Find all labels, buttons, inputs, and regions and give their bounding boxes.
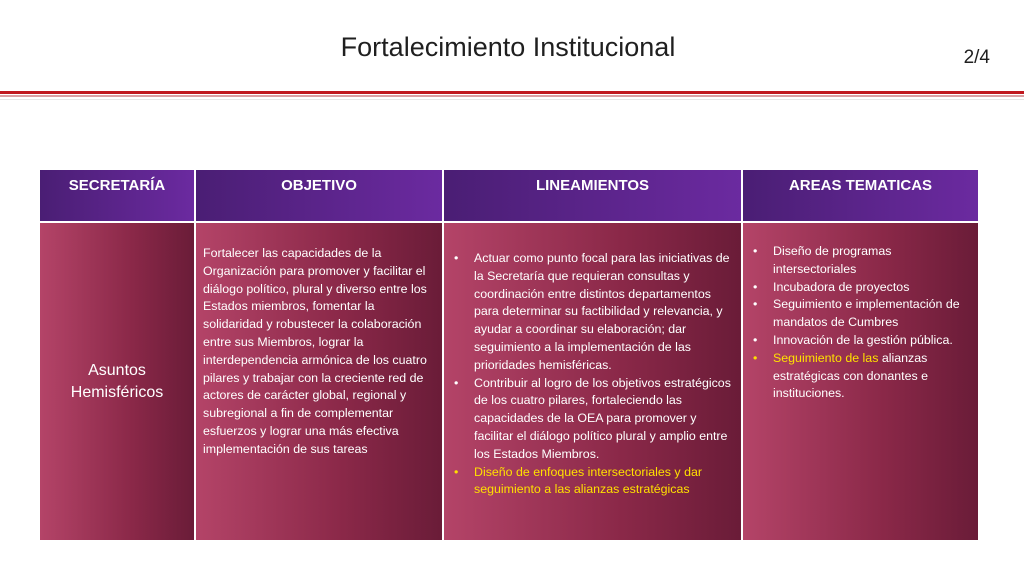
area-item: • Diseño de programas intersectoriales bbox=[751, 243, 972, 279]
cell-secretaria bbox=[40, 223, 194, 540]
header-lineamientos: LINEAMIENTOS bbox=[444, 170, 741, 221]
slide-title: Fortalecimiento Institucional bbox=[340, 32, 676, 62]
page-number: 2/4 bbox=[963, 47, 990, 68]
secretaria-name: Asuntos Hemisféricos bbox=[70, 361, 164, 401]
areas-list bbox=[751, 243, 972, 403]
header-objetivo: OBJETIVO bbox=[196, 170, 442, 221]
cell-areas-tematicas bbox=[743, 223, 978, 540]
header-areas-tematicas: AREAS TEMATICAS bbox=[743, 170, 978, 221]
lineamiento-item: • Actuar como punto focal para las iniciativas de la Secretaría que requieran consultas y coordinación entre distintos departamentos para determinar su factibilidad y relevancia, y ayudar a coordinar su elaboración; dar seguimiento a la implementación de las prioridades hemisféricas. bbox=[452, 250, 735, 375]
cell-lineamientos bbox=[444, 223, 741, 540]
lineamiento-item-highlighted: • Diseño de enfoques intersectoriales y dar seguimiento a las alianzas estratégicas bbox=[452, 464, 735, 500]
header-secretaria: SECRETARÍA bbox=[40, 170, 194, 221]
area-item: • Innovación de la gestión pública. bbox=[751, 332, 972, 350]
area-item: • Incubadora de proyectos bbox=[751, 279, 972, 297]
area-highlight-text: Seguimiento de las bbox=[773, 350, 879, 365]
area-item: • Seguimiento e implementación de mandatos de Cumbres bbox=[751, 296, 972, 332]
title-divider bbox=[0, 91, 1024, 94]
lineamientos-list bbox=[452, 250, 735, 499]
title-divider-shadow bbox=[0, 95, 1024, 97]
objetivo-text: Fortalecer las capacidades de la Organización para promover y facilitar el diálogo político, plural y diverso entre los Estados miembros, fomentar la solidaridad y robustecer la colaboración entre sus Miembros, lograr la interdependencia armónica de los cuatro pilares y trabajar con la creciente red de actores de carácter global, regional y subregional a fin de complementar esfuerzos y lograr una más efectiva implementación de sus tareas bbox=[203, 246, 427, 456]
area-item-partial-highlight bbox=[751, 350, 972, 403]
area-rest-text: alianzas estratégicas con donantes e instituciones. bbox=[773, 350, 928, 401]
lineamiento-item: • Contribuir al logro de los objetivos estratégicos de los cuatro pilares, fortaleciendo las capacidades de la OEA para promover y facilitar el diálogo político plural y amplio entre los Estados Miembros. bbox=[452, 375, 735, 464]
cell-objetivo bbox=[196, 223, 442, 540]
title-divider-faint bbox=[0, 99, 1024, 100]
